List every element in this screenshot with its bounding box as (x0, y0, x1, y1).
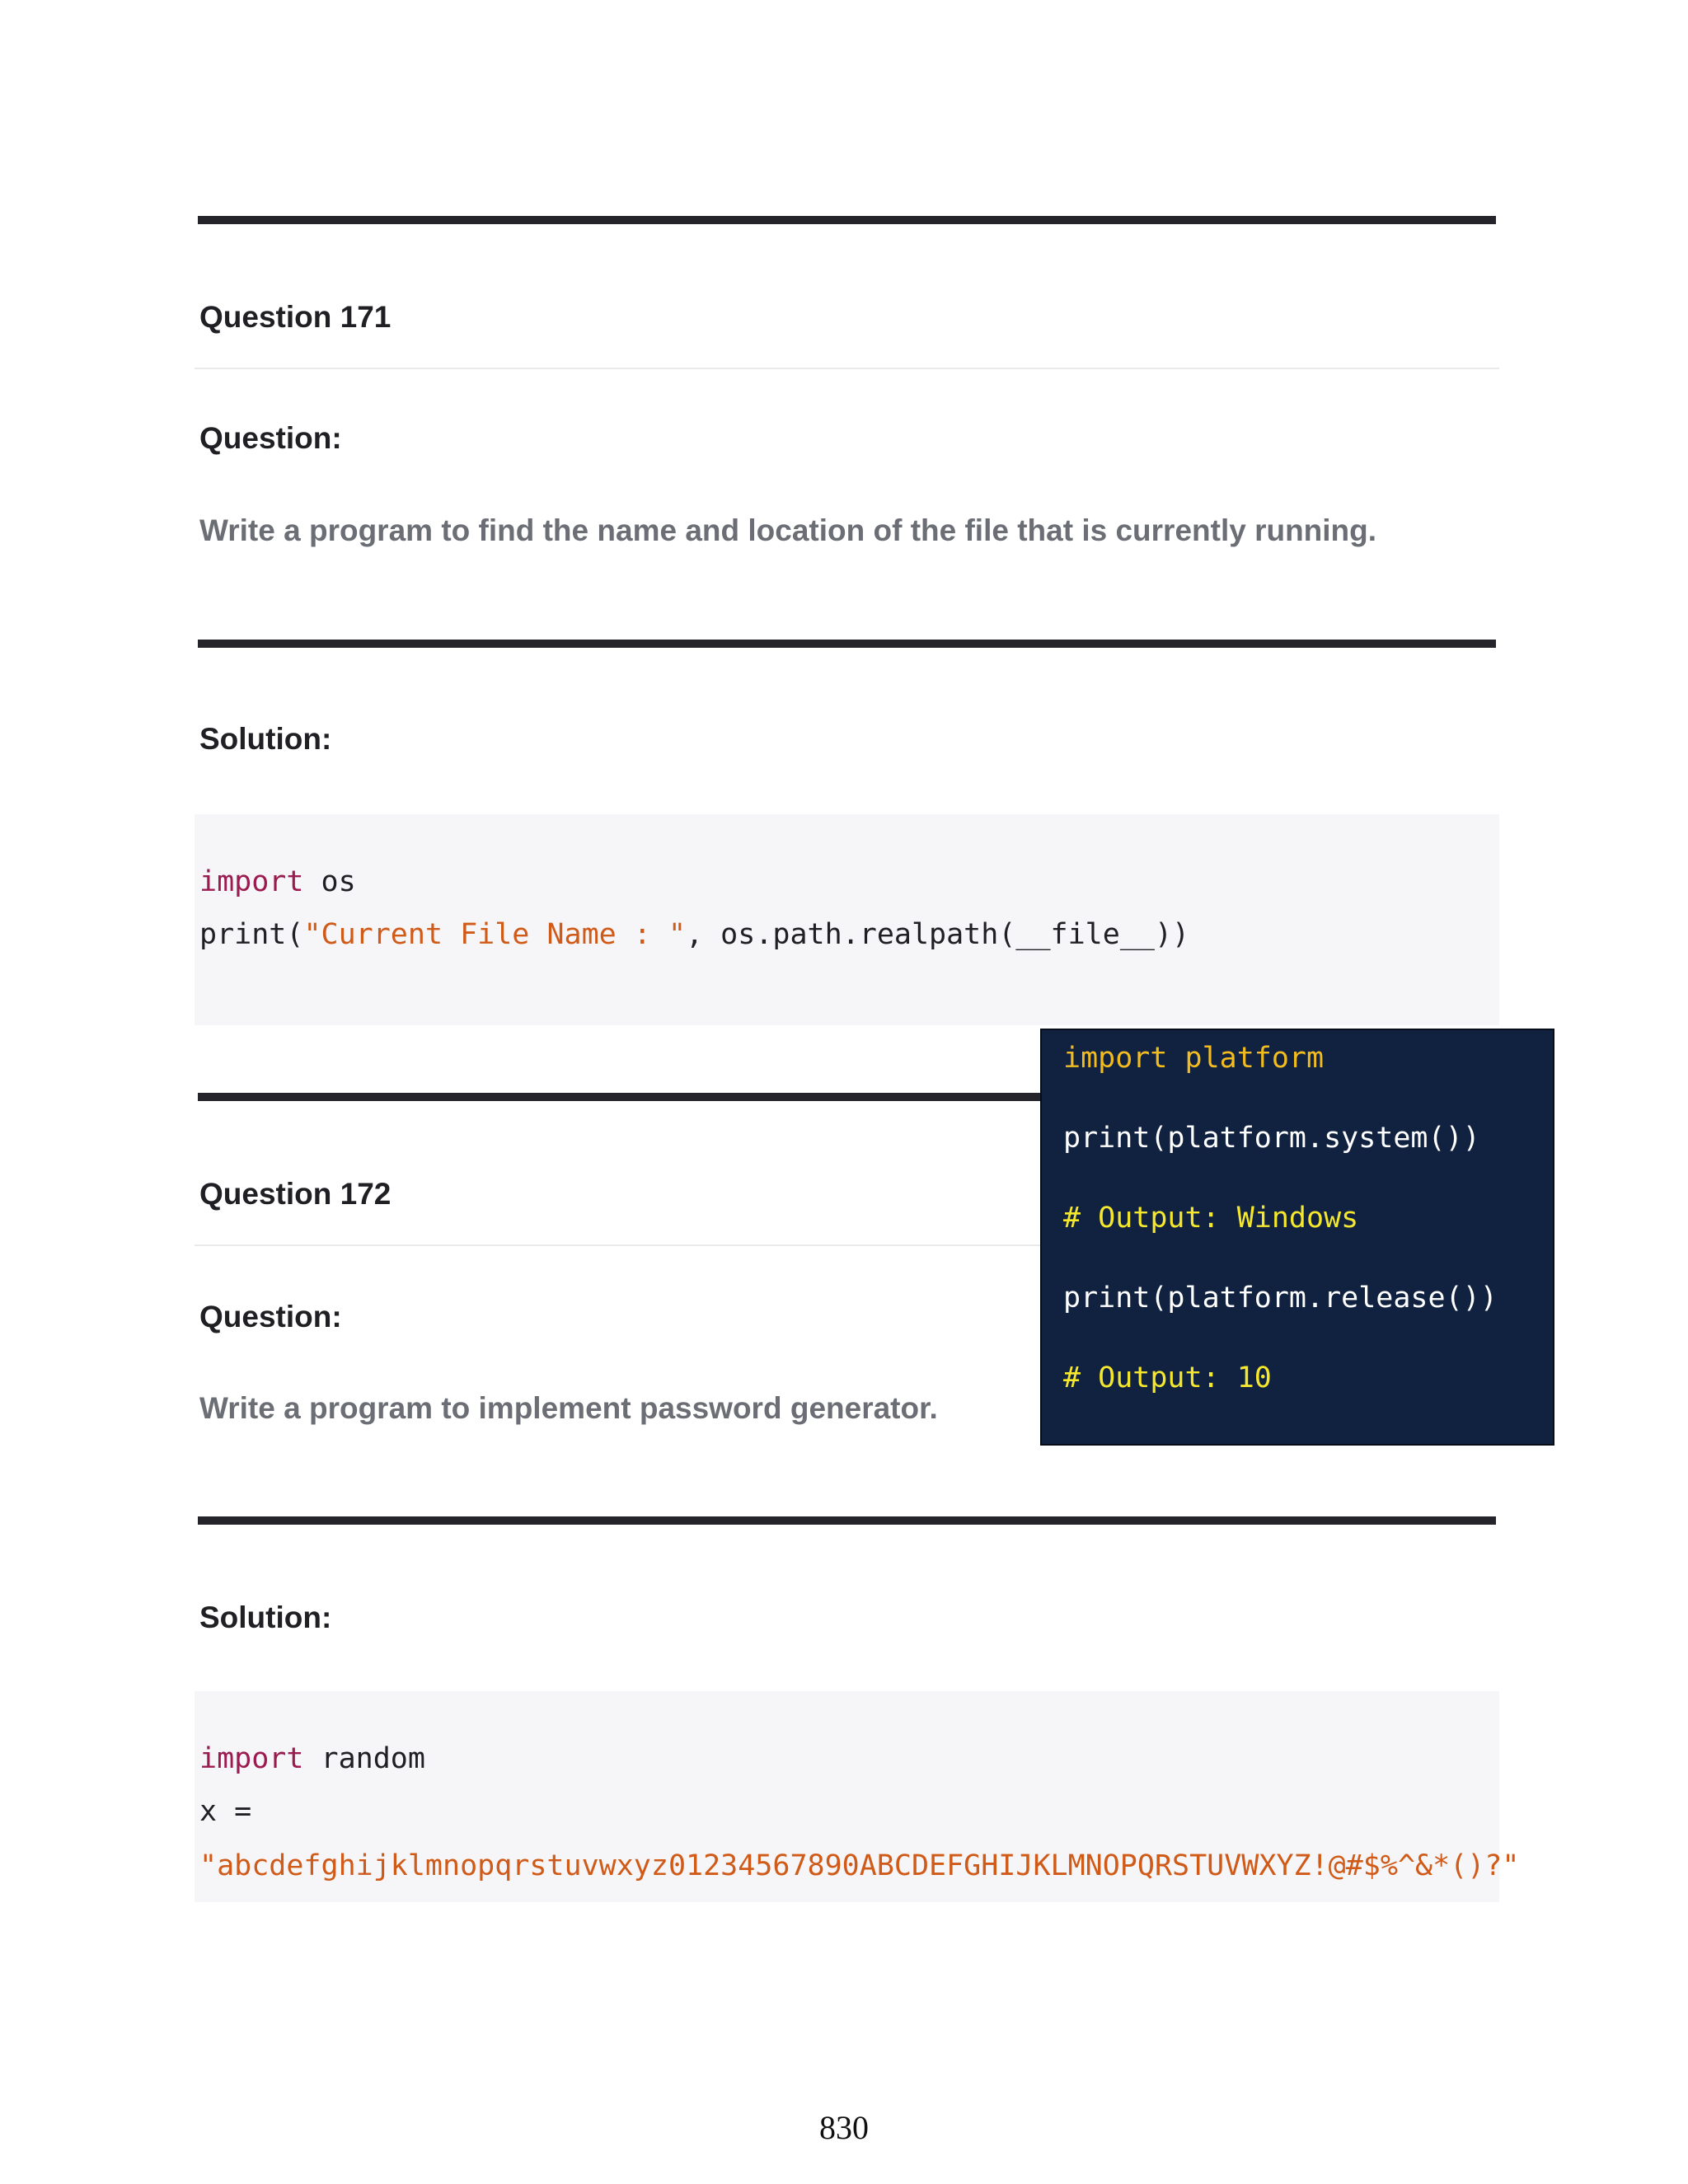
question-text: Write a program to find the name and location of the file that is currently running. (199, 513, 1377, 547)
solution-label: Solution: (199, 722, 332, 756)
code-line (199, 865, 356, 898)
code-keyword: import (199, 865, 304, 898)
overlay-line: print(platform.system()) (1063, 1122, 1480, 1155)
code-snippet-overlay (1040, 1029, 1554, 1446)
code-string: "abcdefghijklmnopqrstuvwxyz01234567890ABCDEFGHIJKLMNOPQRSTUVWXYZ!@#$%^&*()?" (199, 1849, 1520, 1882)
code-string: "Current File Name : " (303, 918, 687, 951)
overlay-line: # Output: 10 (1063, 1361, 1272, 1394)
overlay-line: # Output: Windows (1063, 1202, 1359, 1235)
code-text: os (303, 865, 356, 898)
question-label: Question: (199, 1300, 342, 1333)
overlay-line: import platform (1063, 1042, 1325, 1075)
code-text: print( (199, 918, 304, 951)
question-label: Question: (199, 421, 342, 455)
question-heading: Question 172 (199, 1177, 392, 1211)
question-heading: Question 171 (199, 300, 392, 334)
code-text: , os.path.realpath(__file__)) (686, 918, 1190, 951)
code-line (199, 1849, 1519, 1882)
code-line (199, 1742, 425, 1775)
question-text: Write a program to implement password generator. (199, 1391, 938, 1425)
code-line: x = (199, 1795, 252, 1828)
page-number: 830 (819, 2109, 869, 2146)
heading-underline (195, 368, 1499, 369)
code-line (199, 918, 1189, 951)
section-divider (198, 216, 1496, 224)
section-divider (198, 640, 1496, 648)
code-text: random (303, 1742, 425, 1775)
overlay-line: print(platform.release()) (1063, 1282, 1498, 1315)
section-divider (198, 1516, 1496, 1525)
solution-label: Solution: (199, 1601, 332, 1634)
code-keyword: import (199, 1742, 304, 1775)
